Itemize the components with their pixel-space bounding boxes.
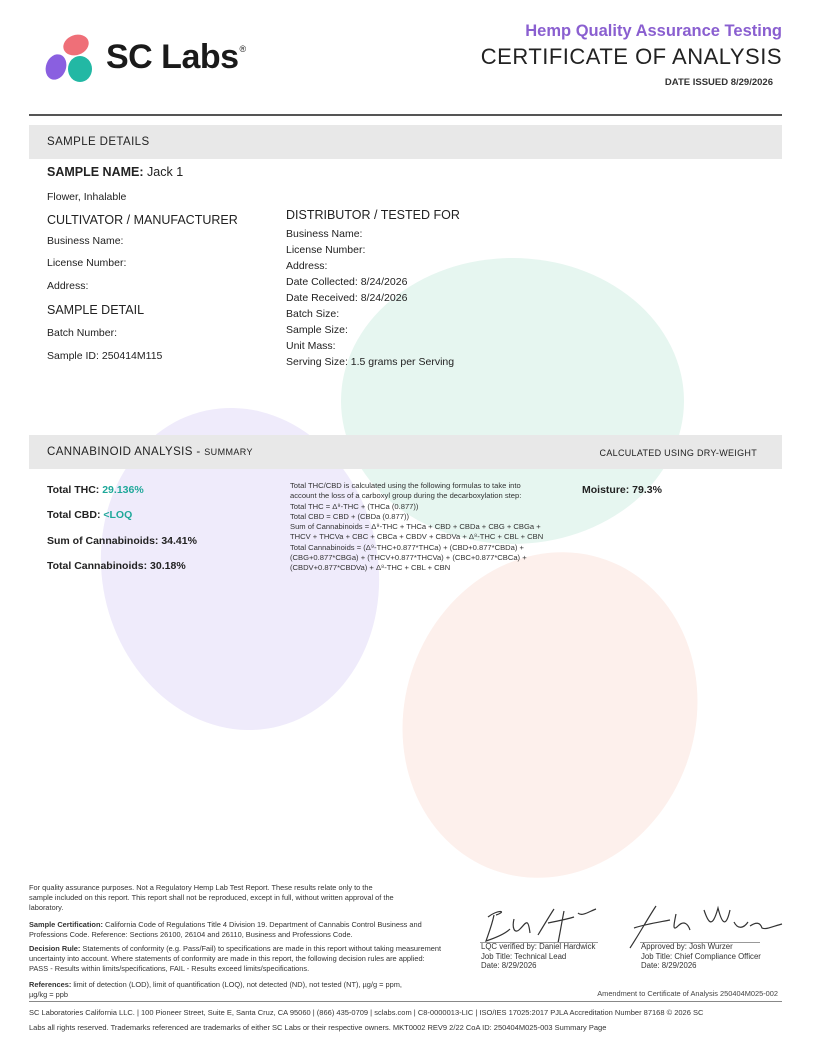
serving-size: Serving Size: 1.5 grams per Serving xyxy=(286,356,455,368)
date-issued: DATE ISSUED 8/29/2026 xyxy=(664,77,773,88)
sample-name xyxy=(47,165,183,179)
moisture: Moisture: 79.3% xyxy=(582,484,662,496)
distributor-license-number: License Number: xyxy=(286,244,366,256)
distributor-business-name: Business Name: xyxy=(286,228,363,240)
sample-name-value: Jack 1 xyxy=(147,165,184,179)
sample-details-heading: SAMPLE DETAILS xyxy=(47,136,150,148)
total-cbd-label: Total CBD: xyxy=(47,509,101,521)
footer-divider xyxy=(29,1001,782,1002)
decision-rule-label: Decision Rule: xyxy=(29,944,81,953)
sample-certification-label: Sample Certification: xyxy=(29,920,103,929)
signer-2-date: Date: 8/29/2026 xyxy=(641,961,697,970)
signer-2-approved-by: Approved by: Josh Wurzer xyxy=(641,942,733,951)
signer-2 xyxy=(641,942,761,971)
references-text: limit of detection (LOD), limit of quantification (LOQ), not detected (ND), not tested (NT), µg/g = ppm, µg/kg = ppb xyxy=(29,980,402,1000)
decision-rule-text: Statements of conformity (e.g. Pass/Fail) to specifications are made in this report without taking measurement uncertainty into account. Where statements of conformity are made in this report, the following decision rules are applied: PASS - Results within limits/specifications, FAIL - Results exceed limits/specifications. xyxy=(29,944,442,974)
formula-line: Sum of Cannabinoids = Δ⁹-THC + THCa + CBD + CBDa + CBG + CBGa + xyxy=(290,522,541,532)
date-collected: Date Collected: 8/24/2026 xyxy=(286,276,408,288)
sc-labs-logo xyxy=(44,33,264,85)
sample-detail-heading: SAMPLE DETAIL xyxy=(47,303,145,317)
total-cannabinoids: Total Cannabinoids: 30.18% xyxy=(47,560,186,572)
decision-rule xyxy=(29,944,441,975)
lab-address-line: SC Laboratories California LLC. | 100 Pioneer Street, Suite E, Santa Cruz, CA 95060 | (866) 435-0709 | sclabs.com | C8-0000013-LIC | ISO/IES 17025:2017 PJLA Accreditation Number 87168 © 2026 SC xyxy=(29,1008,704,1017)
references xyxy=(29,980,409,1000)
signer-1-verified-by: LQC verified by: Daniel Hardwick xyxy=(481,942,596,951)
logo-text: SC Labs xyxy=(106,38,239,76)
dry-weight-basis: CALCULATED USING DRY-WEIGHT xyxy=(599,448,757,458)
logo-mark-icon xyxy=(44,33,100,85)
sample-name-label: SAMPLE NAME: xyxy=(47,165,144,179)
cannabinoid-analysis-subtitle: SUMMARY xyxy=(204,447,253,457)
formula-line: account the loss of a carboxyl group during the decarboxylation step: xyxy=(290,491,522,501)
date-received: Date Received: 8/24/2026 xyxy=(286,292,408,304)
cannabinoid-analysis-title: CANNABINOID ANALYSIS - xyxy=(47,446,201,458)
distributor-address: Address: xyxy=(286,260,328,272)
logo-wordmark xyxy=(106,38,246,77)
total-cbd-value: <LOQ xyxy=(103,509,133,521)
signature-daniel-hardwick xyxy=(478,905,608,945)
formula-notes xyxy=(290,481,570,574)
sum-of-cannabinoids: Sum of Cannabinoids: 34.41% xyxy=(47,535,197,547)
signer-1-date: Date: 8/29/2026 xyxy=(481,961,537,970)
signer-1-job-title: Job Title: Technical Lead xyxy=(481,951,567,961)
formula-line: (CBG+0.877*CBGa) + (THCV+0.877*THCVa) + (CBC+0.877*CBCa) + xyxy=(290,553,527,563)
formula-line: Total THC/CBD is calculated using the following formulas to take into xyxy=(290,481,521,490)
formula-line: Total THC = Δ⁹-THC + (THCa (0.877)) xyxy=(290,501,419,511)
signer-2-job-title: Job Title: Chief Compliance Officer xyxy=(641,951,761,961)
batch-number: Batch Number: xyxy=(47,327,118,339)
formula-line: Total Cannabinoids = (Δ⁹-THC+0.877*THCa) + (CBD+0.877*CBDa) + xyxy=(290,542,524,552)
total-thc-value: 29.136% xyxy=(102,484,144,496)
references-label: References: xyxy=(29,980,72,989)
sample-size: Sample Size: xyxy=(286,324,348,336)
logo-registered-mark: ® xyxy=(239,44,246,54)
header-divider xyxy=(29,114,782,116)
signer-1 xyxy=(481,942,595,971)
cultivator-heading: CULTIVATOR / MANUFACTURER xyxy=(47,213,238,227)
batch-size: Batch Size: xyxy=(286,308,340,320)
unit-mass: Unit Mass: xyxy=(286,340,336,352)
cannabinoid-analysis-heading xyxy=(47,446,253,458)
cultivator-license-number: License Number: xyxy=(47,257,127,269)
sample-id: Sample ID: 250414M115 xyxy=(47,350,163,362)
total-thc xyxy=(47,484,144,496)
cultivator-business-name: Business Name: xyxy=(47,235,124,247)
cultivator-address: Address: xyxy=(47,280,89,292)
qa-note: For quality assurance purposes. Not a Regulatory Hemp Lab Test Report. These results relate only to the sample included on this report. This report shall not be reproduced, except in full, without written approval of the laboratory. xyxy=(29,883,394,913)
report-title: Hemp Quality Assurance Testing xyxy=(525,22,782,40)
report-subtitle: CERTIFICATE OF ANALYSIS xyxy=(480,44,782,69)
amendment-note: Amendment to Certificate of Analysis 250404M025-002 xyxy=(597,989,778,998)
sample-certification-text: California Code of Regulations Title 4 Division 19. Department of Cannabis Control Business and Professions Code. Reference: Sections 26100, 26104 and 26110, Business and Professions Code. xyxy=(29,920,422,940)
total-cbd xyxy=(47,509,132,521)
sample-certification xyxy=(29,920,449,940)
sample-type: Flower, Inhalable xyxy=(47,191,127,203)
distributor-heading: DISTRIBUTOR / TESTED FOR xyxy=(286,208,460,222)
formula-line: Total CBD = CBD + (CBDa (0.877)) xyxy=(290,511,410,521)
total-thc-label: Total THC: xyxy=(47,484,100,496)
formula-line: THCV + THCVa + CBC + CBCa + CBDV + CBDVa + Δ⁸-THC + CBL + CBN xyxy=(290,532,544,542)
formula-line: (CBDV+0.877*CBDVa) + Δ⁸-THC + CBL + CBN xyxy=(290,563,451,573)
rights-line: Labs all rights reserved. Trademarks referenced are trademarks of either SC Labs or their respective owners. MKT0002 REV9 2/22 CoA ID: 250404M025-003 Summary Page xyxy=(29,1023,607,1032)
